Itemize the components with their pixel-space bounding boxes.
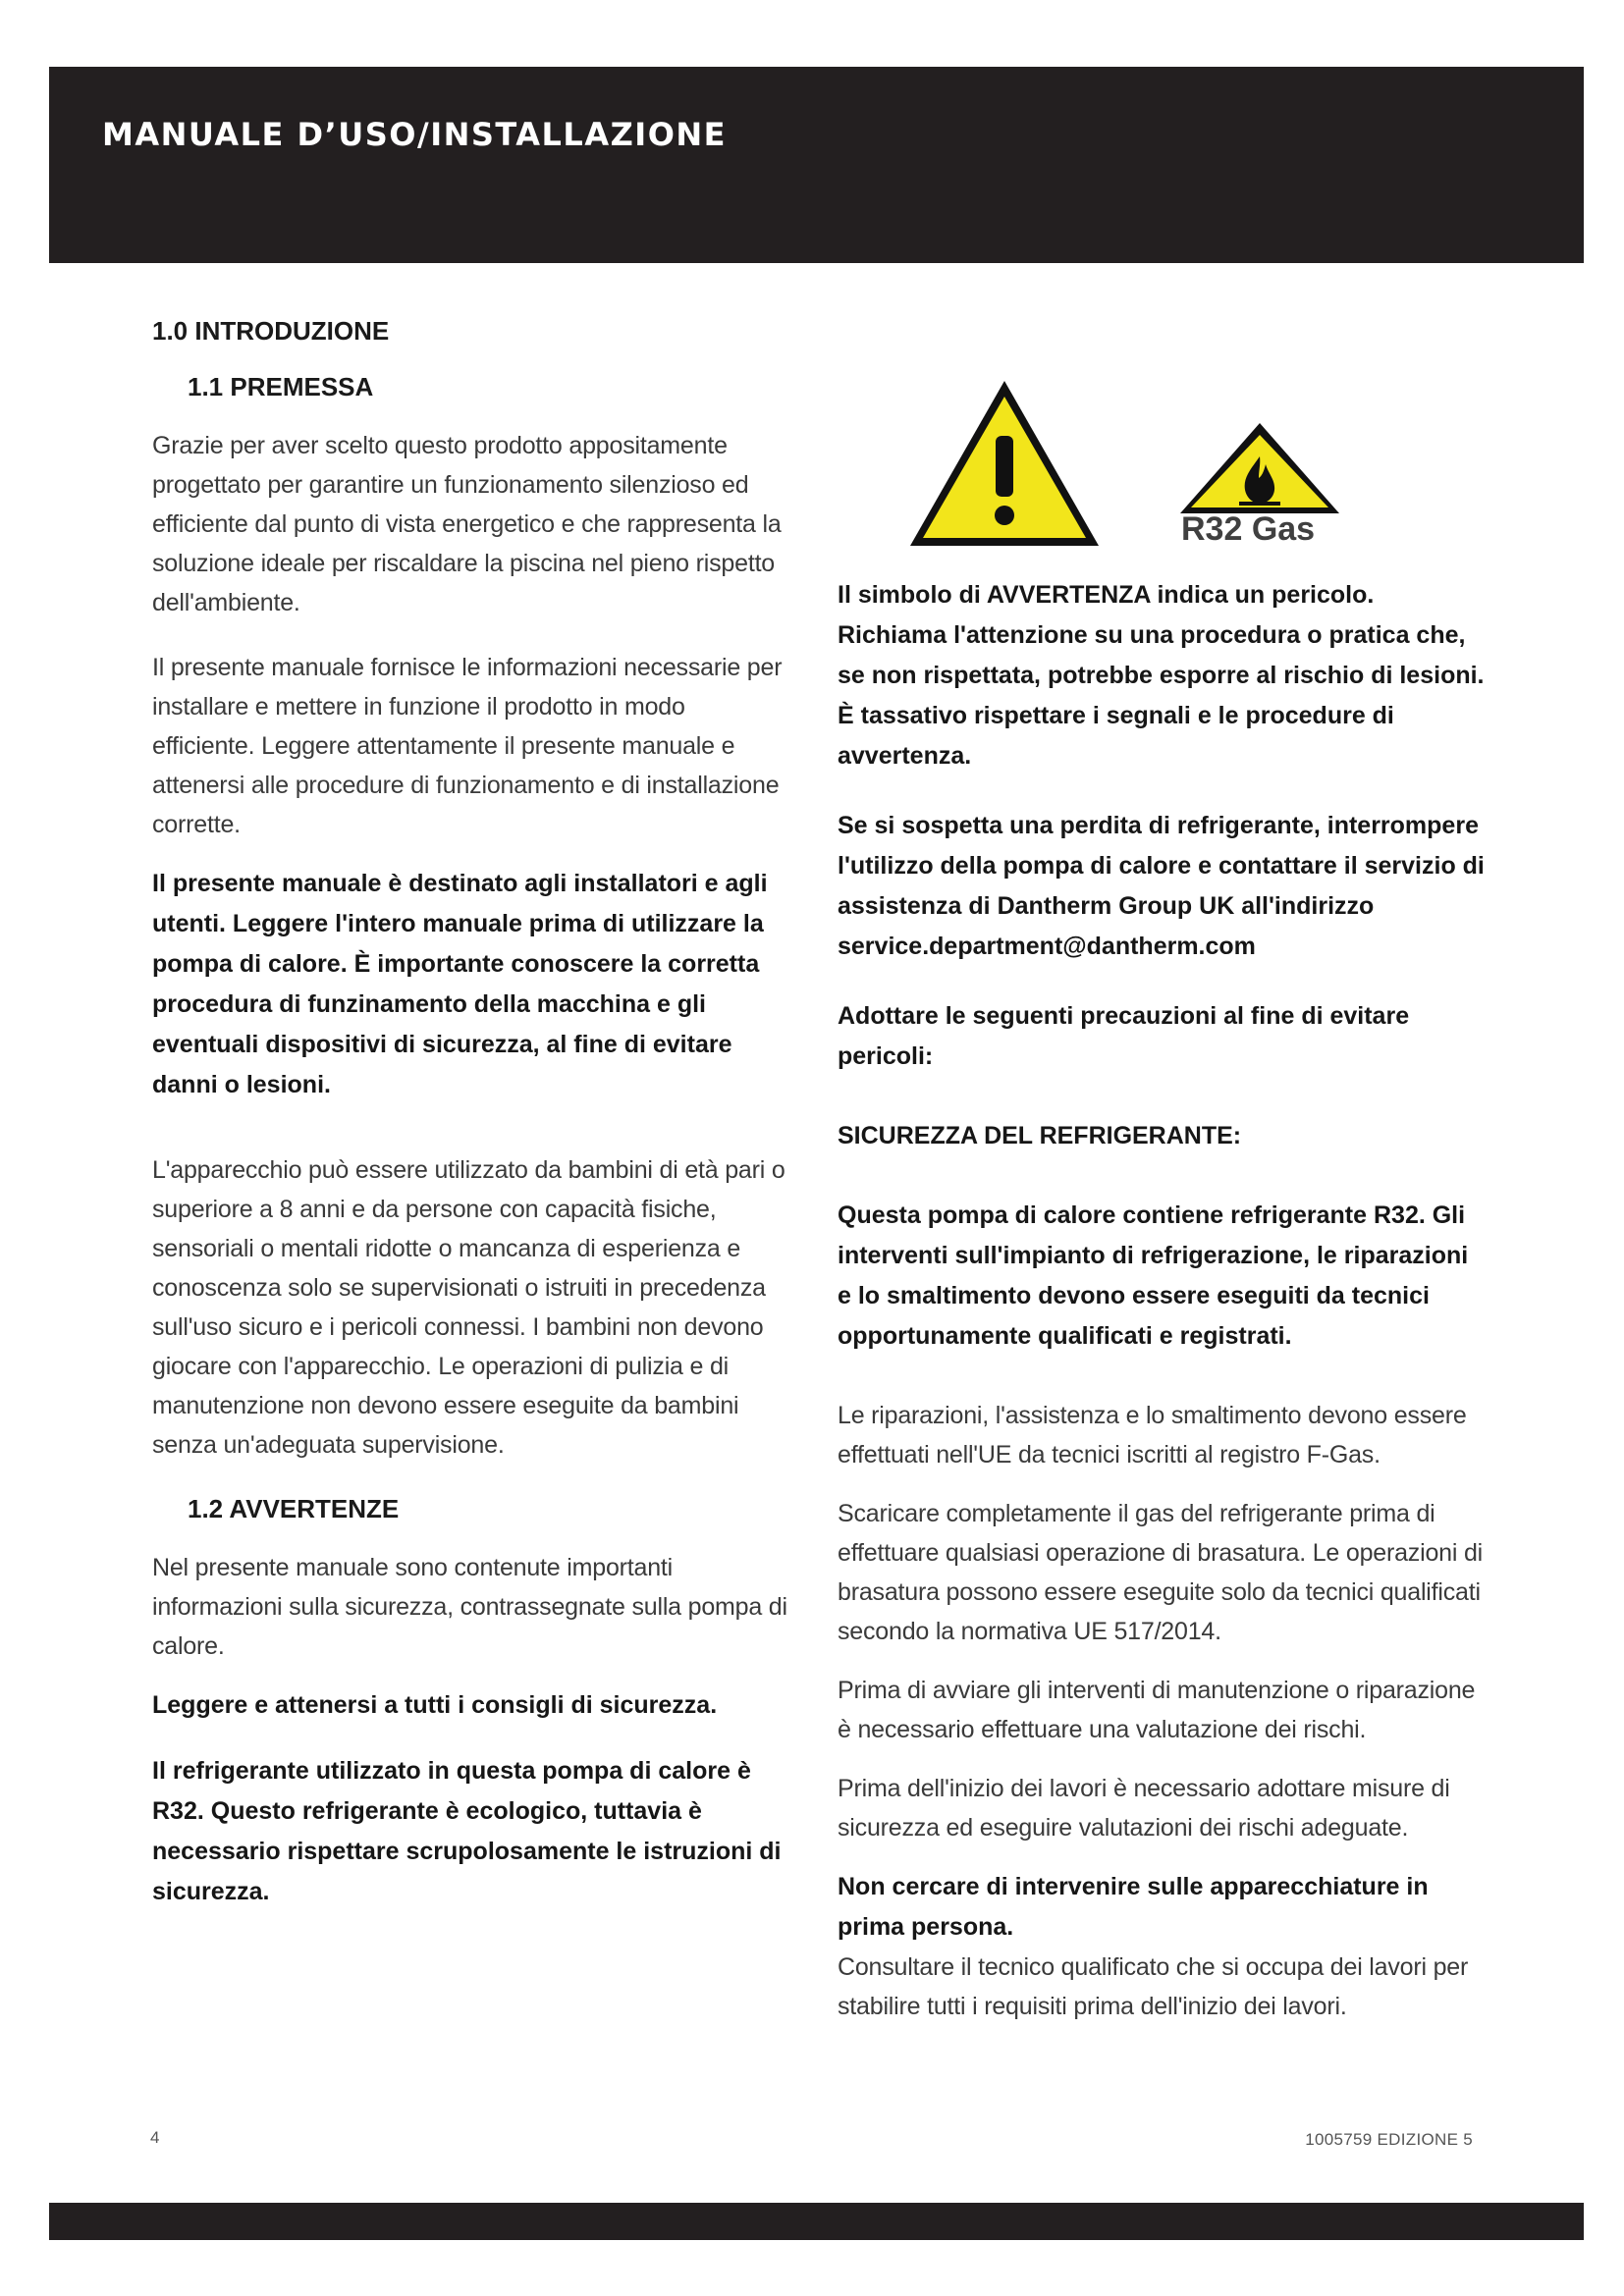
footer-band [49,2203,1584,2240]
paragraph: L'apparecchio può essere utilizzato da bambini di età pari o superiore a 8 anni e da persone con capacità fisiche, sensoriali o mentali ridotte o mancanza di esperienza e conoscenza solo se supervisionati o istruiti in precedenza sull'uso sicuro e i pericoli connessi. I bambini non devono giocare con l'apparecchio. Le operazioni di pulizia e di manutenzione non devono essere eseguite da bambini senza un'adeguata supervisione. [152,1156,785,1459]
paragraph-bold: Non cercare di intervenire sulle apparecchiature in prima persona. [838,1873,1429,1941]
paragraph: Le riparazioni, l'assistenza e lo smaltimento devono essere effettuati nell'UE da tecnici iscritti al registro F-Gas. [838,1402,1467,1468]
section-heading-introduzione: 1.0 INTRODUZIONE [152,316,390,346]
left-column [152,316,790,1912]
paragraph-bold: Se si sospetta una perdita di refrigerante, interrompere l'utilizzo della pompa di calore e contattare il servizio di assistenza di Dantherm Group UK all'indirizzo service.department@dantherm.com [838,812,1485,960]
paragraph: Grazie per aver scelto questo prodotto appositamente progettato per garantire un funzionamento silenzioso ed efficiente dal punto di vista energetico e che rappresenta la soluzione ideale per riscaldare la piscina nel pieno rispetto dell'ambiente. [152,432,782,616]
right-column [838,375,1486,2026]
paragraph: Scaricare completamente il gas del refrigerante prima di effettuare qualsiasi operazione di brasatura. Le operazioni di brasatura possono essere eseguite solo da tecnici qualificati secondo la normativa UE 517/2014. [838,1500,1484,1645]
page-title: MANUALE D’USO/INSTALLAZIONE [102,116,728,153]
paragraph: Prima di avviare gli interventi di manutenzione o riparazione è necessario effettuare una valutazione dei rischi. [838,1677,1476,1743]
paragraph-bold: Il presente manuale è destinato agli installatori e agli utenti. Leggere l'intero manuale prima di utilizzare la pompa di calore. È importante conoscere la corretta procedura di funzinamento della macchina e gli eventuali dispositivi di sicurezza, al fine di evitare danni o lesioni. [152,870,768,1098]
subsection-heading-avvertenze: 1.2 AVVERTENZE [188,1494,400,1523]
safety-symbols [838,375,1486,567]
paragraph-bold: Il refrigerante utilizzato in questa pompa di calore è R32. Questo refrigerante è ecologico, tuttavia è necessario rispettare scrupolosamente le istruzioni di sicurezza. [152,1757,782,1905]
document-code: 1005759 EDIZIONE 5 [1305,2130,1473,2149]
paragraph-bold: Il simbolo di AVVERTENZA indica un pericolo. Richiama l'attenzione su una procedura o pratica che, se non rispettata, potrebbe esporre al rischio di lesioni. È tassativo rispettare i segnali e le procedure di avvertenza. [838,581,1485,770]
flammable-triangle-icon [1176,419,1343,517]
paragraph-bold: Leggere e attenersi a tutti i consigli di sicurezza. [152,1691,718,1719]
gas-label: R32 Gas [1181,510,1316,548]
paragraph: Nel presente manuale sono contenute importanti informazioni sulla sicurezza, contrassegnate sulla pompa di calore. [152,1554,787,1660]
header-band [49,67,1584,263]
paragraph: Il presente manuale fornisce le informazioni necessarie per installare e mettere in funzione il prodotto in modo efficiente. Leggere attentamente il presente manuale e attenersi alle procedure di funzionamento e di installazione corrette. [152,654,783,838]
page-number: 4 [150,2128,160,2147]
paragraph: Consultare il tecnico qualificato che si occupa dei lavori per stabilire tutti i requisiti prima dell'inizio dei lavori. [838,1953,1469,2020]
paragraph-bold: Questa pompa di calore contiene refrigerante R32. Gli interventi sull'impianto di refrigerazione, le riparazioni e lo smaltimento devono essere eseguiti da tecnici opportunamente qualificati e registrati. [838,1201,1469,1350]
warning-triangle-icon [906,375,1103,552]
subheading-sicurezza-refrigerante: SICUREZZA DEL REFRIGERANTE: [838,1122,1242,1149]
paragraph: Prima dell'inizio dei lavori è necessario adottare misure di sicurezza ed eseguire valutazioni dei rischi adeguate. [838,1775,1450,1842]
subsection-heading-premessa: 1.1 PREMESSA [188,372,374,401]
paragraph-bold: Adottare le seguenti precauzioni al fine di evitare pericoli: [838,1002,1410,1070]
